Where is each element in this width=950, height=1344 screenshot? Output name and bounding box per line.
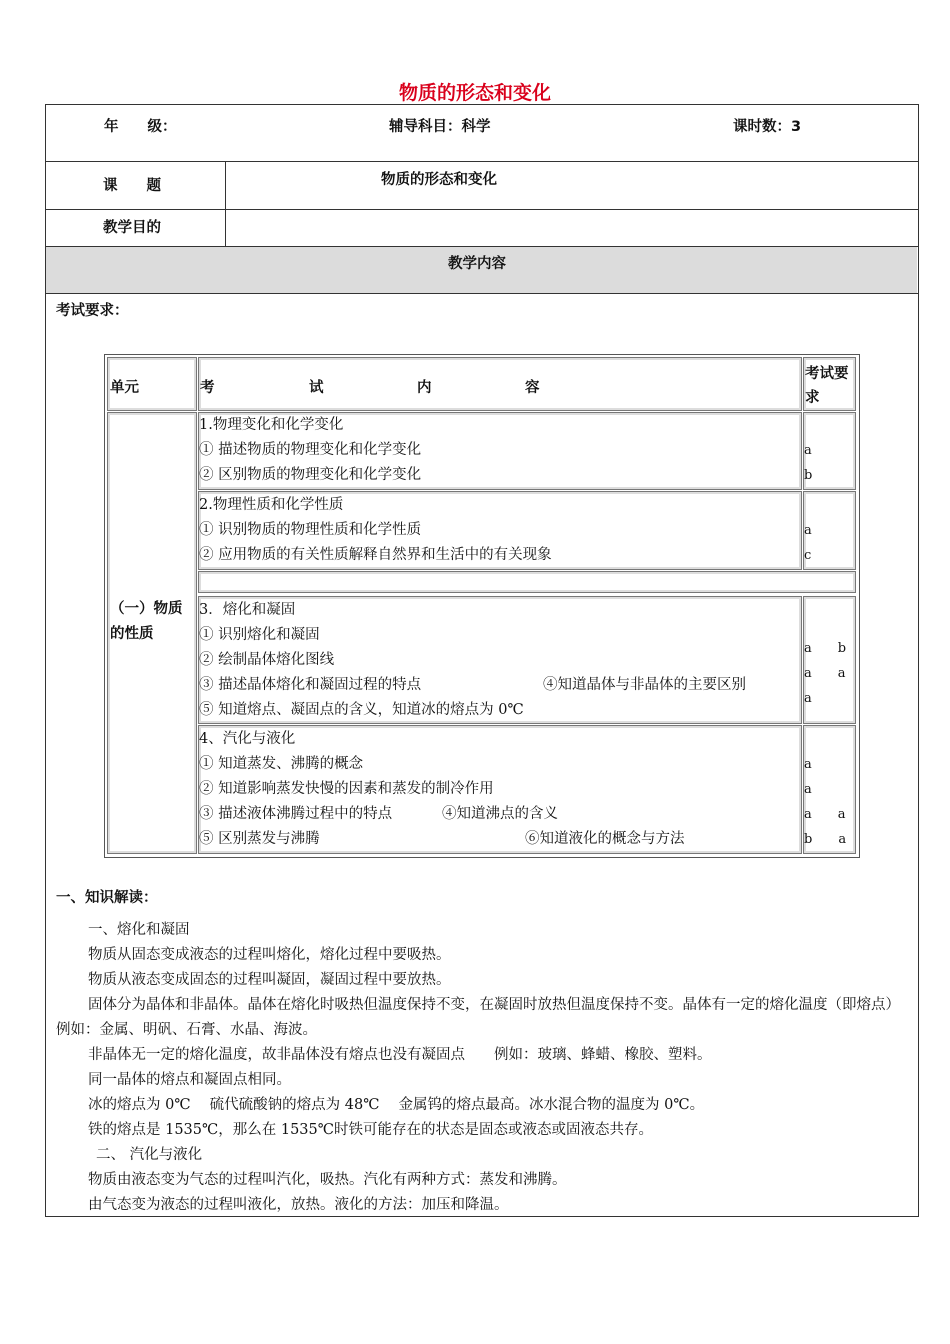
exam-line: ④知道晶体与非晶体的主要区别 (543, 677, 746, 693)
grade-label: 年 级： (104, 119, 177, 135)
exam-req: a (804, 443, 812, 458)
exam-line: ③ 描述液体沸腾过程中的特点 (199, 806, 393, 822)
content-header-char: 考 (200, 380, 215, 396)
req-header: 考试要求 (805, 366, 849, 406)
knowledge-paragraph: 由气态变为液态的过程叫液化，放热。液化的方法：加压和降温。 (88, 1197, 509, 1213)
exam-req: a (804, 757, 812, 772)
exam-req: a a (804, 666, 846, 681)
content-header-char: 内 (417, 380, 432, 396)
row-divider (45, 293, 918, 294)
knowledge-paragraph: 铁的熔点是 1535℃，那么在 1535℃时铁可能存在的状态是固态或液态或固液态共存。 (88, 1122, 653, 1138)
topic-label: 课 题 (103, 178, 161, 194)
content-label: 教学内容 (448, 256, 506, 272)
content-header-cell (198, 357, 802, 411)
knowledge-heading: 一、知识解读： (56, 890, 158, 906)
exam-req: a b (804, 641, 847, 656)
exam-heading: 考试要求： (56, 303, 129, 319)
column-divider (225, 161, 226, 246)
exam-line: ① 知道蒸发、沸腾的概念 (199, 756, 364, 772)
content-header-char: 容 (525, 380, 540, 396)
exam-req: a (804, 691, 812, 706)
knowledge-paragraph: 同一晶体的熔点和凝固点相同。 (88, 1072, 291, 1088)
topic-value: 物质的形态和变化 (381, 172, 497, 188)
exam-line: ① 识别物质的物理性质和化学性质 (199, 522, 422, 538)
unit-name-2: 的性质 (110, 626, 154, 642)
knowledge-paragraph: 非晶体无一定的熔化温度，故非晶体没有熔点也没有凝固点 例如：玻璃、蜂蜡、橡胶、塑料。 (88, 1047, 712, 1063)
hours-label: 课时数：3 (733, 119, 802, 135)
content-header-char: 试 (309, 380, 324, 396)
exam-req: a (804, 523, 812, 538)
knowledge-paragraph: 物质由液态变为气态的过程叫汽化，吸热。汽化有两种方式：蒸发和沸腾。 (88, 1172, 567, 1188)
exam-req: a (804, 782, 812, 797)
exam-req: c (804, 548, 812, 563)
exam-line: ② 绘制晶体熔化图线 (199, 652, 335, 668)
exam-line: ② 知道影响蒸发快慢的因素和蒸发的制冷作用 (199, 781, 494, 797)
exam-line: ⑥知道液化的概念与方法 (525, 831, 685, 847)
exam-req: b (804, 468, 813, 483)
exam-line: 1.物理变化和化学变化 (199, 417, 344, 433)
knowledge-paragraph: 物质从液态变成固态的过程叫凝固，凝固过程中要放热。 (88, 972, 451, 988)
knowledge-paragraph: 冰的熔点为 0℃ 硫代硫酸钠的熔点为 48℃ 金属钨的熔点最高。冰水混合物的温度为 0℃。 (88, 1097, 705, 1113)
spacer-cell (198, 571, 856, 593)
exam-line: ② 应用物质的有关性质解释自然界和生活中的有关现象 (199, 547, 552, 563)
knowledge-paragraph: 二、 汽化与液化 (96, 1147, 203, 1163)
knowledge-paragraph: 物质从固态变成液态的过程叫熔化，熔化过程中要吸热。 (88, 947, 451, 963)
exam-line: 2.物理性质和化学性质 (199, 497, 344, 513)
exam-line: 4、汽化与液化 (199, 731, 296, 747)
knowledge-paragraph: 一、熔化和凝固 (88, 922, 190, 938)
unit-header: 单元 (110, 380, 139, 396)
subject-label: 辅导科目：科学 (389, 119, 491, 135)
exam-req: a a (804, 807, 846, 822)
exam-line: ② 区别物质的物理变化和化学变化 (199, 467, 422, 483)
exam-line: ④知道沸点的含义 (442, 806, 558, 822)
exam-line: 3．熔化和凝固 (199, 602, 296, 618)
exam-line: ③ 描述晶体熔化和凝固过程的特点 (199, 677, 422, 693)
exam-line: ⑤ 知道熔点、凝固点的含义，知道冰的熔点为 0℃ (199, 702, 524, 718)
exam-line: ① 描述物质的物理变化和化学变化 (199, 442, 422, 458)
exam-req: b a (804, 832, 847, 847)
unit-name-1: （一）物质 (110, 601, 183, 617)
row-divider (45, 161, 918, 162)
knowledge-paragraph: 固体分为晶体和非晶体。晶体在熔化时吸热但温度保持不变，在凝固时放热但温度保持不变。晶体有一定的熔化温度（即熔点）例如：金属、明矾、石膏、水晶、海波。 (56, 997, 900, 1038)
exam-line: ① 识别熔化和凝固 (199, 627, 320, 643)
exam-line: ⑤ 区别蒸发与沸腾 (199, 831, 320, 847)
page-title: 物质的形态和变化 (398, 82, 551, 104)
row-divider (45, 209, 918, 210)
goal-label: 教学目的 (103, 220, 161, 236)
